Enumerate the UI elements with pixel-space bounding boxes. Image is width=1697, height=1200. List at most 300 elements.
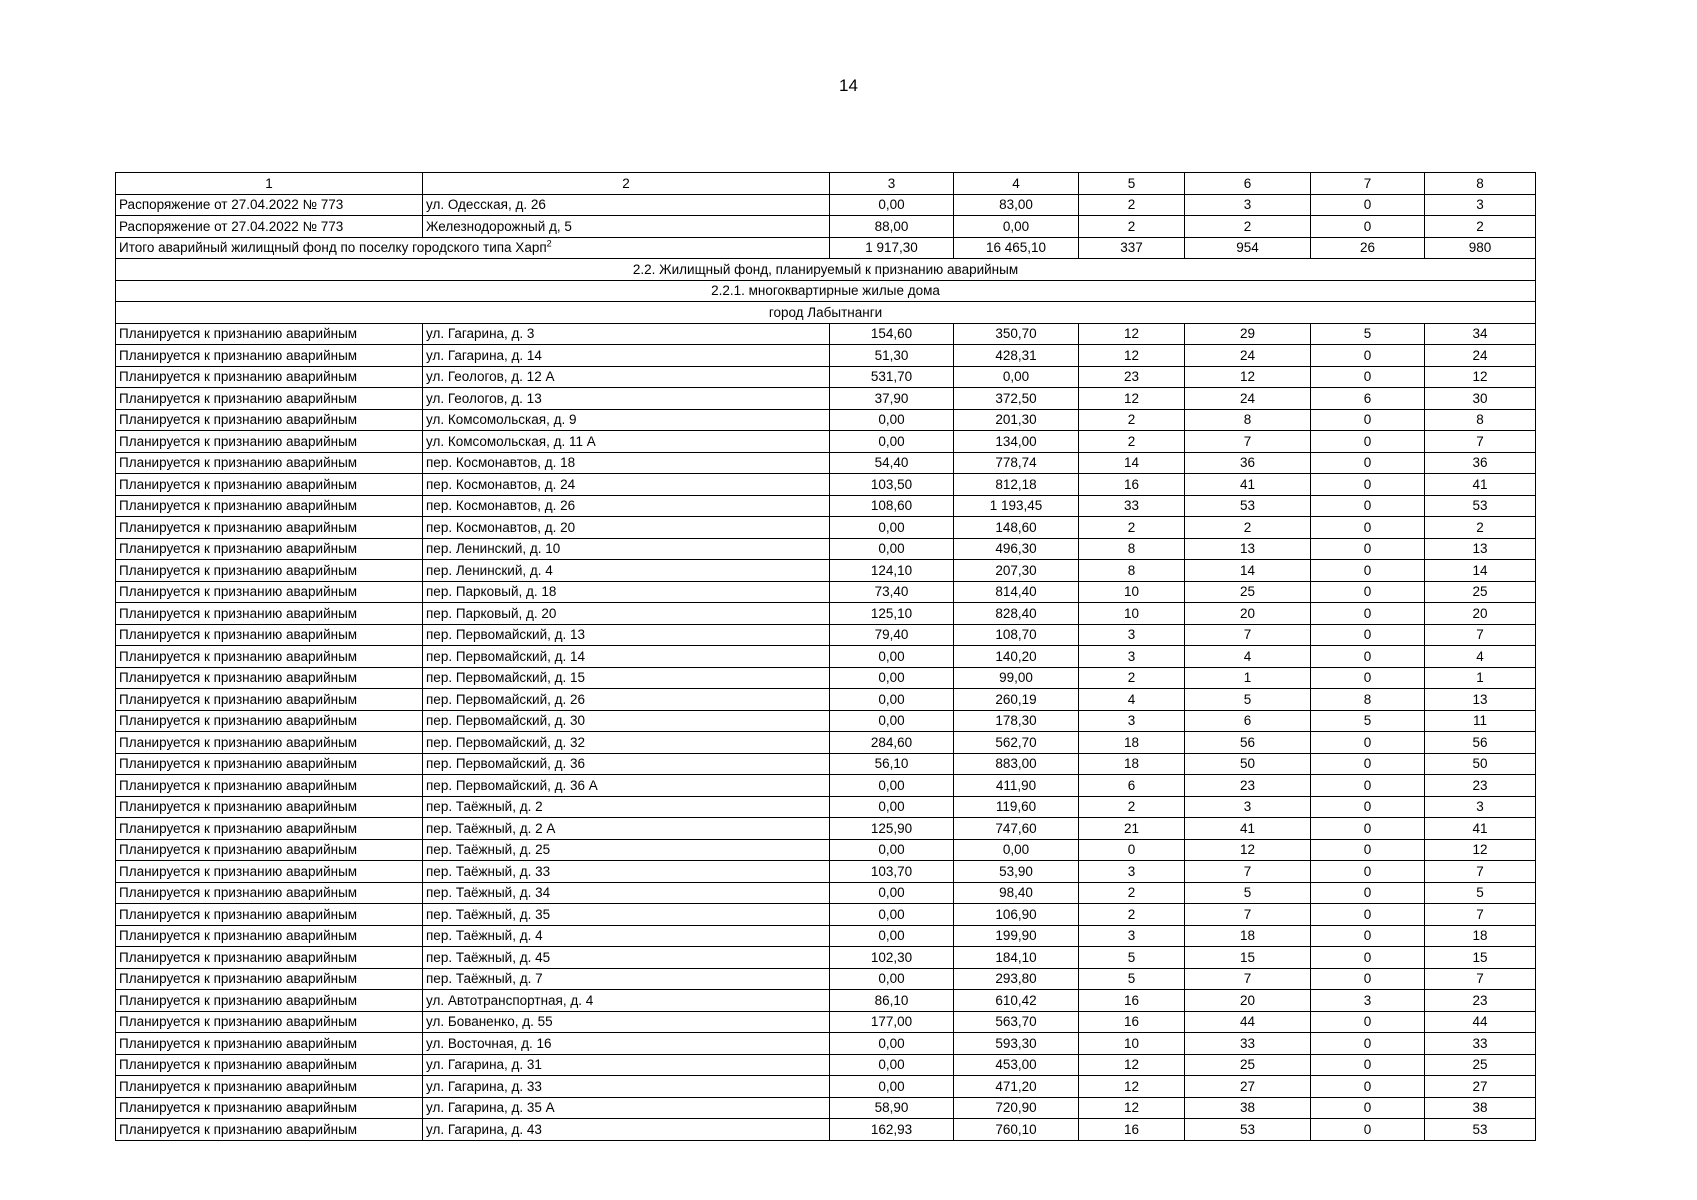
value-col6-cell: 12	[1185, 839, 1311, 861]
value-col4-cell: 610,42	[954, 990, 1079, 1012]
total-value-cell: 954	[1185, 237, 1311, 259]
value-col7-cell: 0	[1311, 925, 1425, 947]
address-cell: ул. Автотранспортная, д. 4	[423, 990, 830, 1012]
document-cell: Планируется к признанию аварийным	[116, 431, 423, 453]
value-col8-cell: 23	[1425, 775, 1536, 797]
table-row	[116, 560, 1536, 582]
address-cell: пер. Парковый, д. 20	[423, 603, 830, 625]
value-col8-cell: 11	[1425, 710, 1536, 732]
value-col3-cell: 0,00	[830, 1033, 954, 1055]
value-col4-cell: 53,90	[954, 861, 1079, 883]
address-cell: ул. Гагарина, д. 3	[423, 323, 830, 345]
address-cell: ул. Геологов, д. 12 А	[423, 366, 830, 388]
table-row	[116, 581, 1536, 603]
table-row	[116, 624, 1536, 646]
value-col7-cell: 0	[1311, 775, 1425, 797]
document-cell: Планируется к признанию аварийным	[116, 474, 423, 496]
column-number-header: 4	[954, 173, 1079, 195]
address-cell: пер. Таёжный, д. 45	[423, 947, 830, 969]
value-col8-cell: 12	[1425, 839, 1536, 861]
table-row	[116, 409, 1536, 431]
value-col8-cell: 2	[1425, 216, 1536, 238]
value-col4-cell: 372,50	[954, 388, 1079, 410]
value-col7-cell: 0	[1311, 968, 1425, 990]
value-col3-cell: 0,00	[830, 431, 954, 453]
value-col4-cell: 184,10	[954, 947, 1079, 969]
table-row	[116, 818, 1536, 840]
value-col7-cell: 0	[1311, 882, 1425, 904]
value-col4-cell: 0,00	[954, 366, 1079, 388]
value-col6-cell: 50	[1185, 753, 1311, 775]
value-col8-cell: 13	[1425, 689, 1536, 711]
value-col7-cell: 0	[1311, 1011, 1425, 1033]
value-col4-cell: 720,90	[954, 1097, 1079, 1119]
value-col7-cell: 0	[1311, 345, 1425, 367]
document-cell: Планируется к признанию аварийным	[116, 345, 423, 367]
document-cell: Планируется к признанию аварийным	[116, 753, 423, 775]
table-row	[116, 603, 1536, 625]
address-cell: пер. Ленинский, д. 4	[423, 560, 830, 582]
value-col3-cell: 125,90	[830, 818, 954, 840]
value-col5-cell: 0	[1079, 839, 1185, 861]
value-col3-cell: 125,10	[830, 603, 954, 625]
document-cell: Распоряжение от 27.04.2022 № 773	[116, 194, 423, 216]
table-row	[116, 775, 1536, 797]
value-col8-cell: 23	[1425, 990, 1536, 1012]
value-col5-cell: 2	[1079, 409, 1185, 431]
table-row	[116, 216, 1536, 238]
address-cell: пер. Таёжный, д. 35	[423, 904, 830, 926]
value-col5-cell: 16	[1079, 474, 1185, 496]
address-cell: пер. Космонавтов, д. 24	[423, 474, 830, 496]
value-col3-cell: 154,60	[830, 323, 954, 345]
value-col5-cell: 2	[1079, 904, 1185, 926]
table-row	[116, 474, 1536, 496]
value-col3-cell: 0,00	[830, 904, 954, 926]
value-col8-cell: 36	[1425, 452, 1536, 474]
address-cell: пер. Первомайский, д. 14	[423, 646, 830, 668]
address-cell: пер. Первомайский, д. 32	[423, 732, 830, 754]
value-col5-cell: 5	[1079, 947, 1185, 969]
table-row	[116, 1033, 1536, 1055]
value-col7-cell: 0	[1311, 603, 1425, 625]
value-col8-cell: 20	[1425, 603, 1536, 625]
address-cell: ул. Геологов, д. 13	[423, 388, 830, 410]
value-col5-cell: 18	[1079, 753, 1185, 775]
value-col6-cell: 8	[1185, 409, 1311, 431]
value-col8-cell: 33	[1425, 1033, 1536, 1055]
total-value-cell: 26	[1311, 237, 1425, 259]
table-row	[116, 517, 1536, 539]
value-col5-cell: 3	[1079, 925, 1185, 947]
address-cell: пер. Первомайский, д. 13	[423, 624, 830, 646]
table-row	[116, 732, 1536, 754]
address-cell: пер. Таёжный, д. 34	[423, 882, 830, 904]
value-col8-cell: 3	[1425, 194, 1536, 216]
column-number-header: 3	[830, 173, 954, 195]
document-cell: Планируется к признанию аварийным	[116, 861, 423, 883]
value-col3-cell: 102,30	[830, 947, 954, 969]
value-col6-cell: 7	[1185, 968, 1311, 990]
value-col3-cell: 531,70	[830, 366, 954, 388]
address-cell: пер. Таёжный, д. 33	[423, 861, 830, 883]
value-col5-cell: 8	[1079, 560, 1185, 582]
value-col7-cell: 0	[1311, 1097, 1425, 1119]
value-col6-cell: 24	[1185, 388, 1311, 410]
city-title: город Лабытнанги	[116, 302, 1536, 324]
total-row	[116, 237, 1536, 259]
value-col7-cell: 3	[1311, 990, 1425, 1012]
document-cell: Планируется к признанию аварийным	[116, 517, 423, 539]
value-col5-cell: 2	[1079, 216, 1185, 238]
value-col4-cell: 350,70	[954, 323, 1079, 345]
address-cell: ул. Гагарина, д. 31	[423, 1054, 830, 1076]
address-cell: пер. Космонавтов, д. 20	[423, 517, 830, 539]
value-col4-cell: 178,30	[954, 710, 1079, 732]
address-cell: ул. Гагарина, д. 33	[423, 1076, 830, 1098]
value-col6-cell: 56	[1185, 732, 1311, 754]
value-col6-cell: 38	[1185, 1097, 1311, 1119]
value-col5-cell: 10	[1079, 581, 1185, 603]
total-label-cell	[116, 237, 830, 259]
value-col5-cell: 10	[1079, 1033, 1185, 1055]
value-col3-cell: 88,00	[830, 216, 954, 238]
value-col7-cell: 0	[1311, 216, 1425, 238]
value-col3-cell: 37,90	[830, 388, 954, 410]
value-col5-cell: 2	[1079, 796, 1185, 818]
table-row	[116, 882, 1536, 904]
document-cell: Планируется к признанию аварийным	[116, 796, 423, 818]
value-col6-cell: 7	[1185, 861, 1311, 883]
value-col3-cell: 0,00	[830, 775, 954, 797]
address-cell: пер. Таёжный, д. 25	[423, 839, 830, 861]
value-col8-cell: 18	[1425, 925, 1536, 947]
value-col4-cell: 453,00	[954, 1054, 1079, 1076]
table-row	[116, 796, 1536, 818]
value-col7-cell: 0	[1311, 624, 1425, 646]
address-cell: ул. Гагарина, д. 14	[423, 345, 830, 367]
address-cell: пер. Первомайский, д. 15	[423, 667, 830, 689]
address-cell: пер. Первомайский, д. 36	[423, 753, 830, 775]
value-col5-cell: 3	[1079, 646, 1185, 668]
table-row	[116, 947, 1536, 969]
table-row	[116, 495, 1536, 517]
table-row	[116, 925, 1536, 947]
value-col6-cell: 4	[1185, 646, 1311, 668]
value-col5-cell: 14	[1079, 452, 1185, 474]
document-cell: Планируется к признанию аварийным	[116, 1076, 423, 1098]
value-col4-cell: 812,18	[954, 474, 1079, 496]
value-col4-cell: 293,80	[954, 968, 1079, 990]
table-row	[116, 452, 1536, 474]
value-col3-cell: 79,40	[830, 624, 954, 646]
total-value-cell: 1 917,30	[830, 237, 954, 259]
value-col3-cell: 73,40	[830, 581, 954, 603]
document-cell: Планируется к признанию аварийным	[116, 689, 423, 711]
value-col3-cell: 0,00	[830, 796, 954, 818]
value-col5-cell: 12	[1079, 323, 1185, 345]
value-col3-cell: 0,00	[830, 689, 954, 711]
value-col3-cell: 54,40	[830, 452, 954, 474]
value-col6-cell: 3	[1185, 194, 1311, 216]
value-col3-cell: 162,93	[830, 1119, 954, 1141]
value-col4-cell: 428,31	[954, 345, 1079, 367]
value-col3-cell: 56,10	[830, 753, 954, 775]
value-col4-cell: 760,10	[954, 1119, 1079, 1141]
value-col7-cell: 0	[1311, 366, 1425, 388]
value-col8-cell: 44	[1425, 1011, 1536, 1033]
document-cell: Планируется к признанию аварийным	[116, 323, 423, 345]
value-col6-cell: 2	[1185, 517, 1311, 539]
value-col3-cell: 124,10	[830, 560, 954, 582]
value-col6-cell: 23	[1185, 775, 1311, 797]
value-col7-cell: 0	[1311, 581, 1425, 603]
document-cell: Планируется к признанию аварийным	[116, 925, 423, 947]
city-title-row	[116, 302, 1536, 324]
value-col8-cell: 25	[1425, 1054, 1536, 1076]
value-col3-cell: 0,00	[830, 517, 954, 539]
value-col7-cell: 0	[1311, 904, 1425, 926]
value-col4-cell: 99,00	[954, 667, 1079, 689]
document-cell: Планируется к признанию аварийным	[116, 538, 423, 560]
value-col6-cell: 6	[1185, 710, 1311, 732]
address-cell: ул. Гагарина, д. 43	[423, 1119, 830, 1141]
value-col4-cell: 260,19	[954, 689, 1079, 711]
value-col5-cell: 2	[1079, 667, 1185, 689]
value-col6-cell: 29	[1185, 323, 1311, 345]
value-col6-cell: 5	[1185, 689, 1311, 711]
value-col7-cell: 0	[1311, 474, 1425, 496]
value-col6-cell: 33	[1185, 1033, 1311, 1055]
value-col4-cell: 119,60	[954, 796, 1079, 818]
value-col7-cell: 0	[1311, 409, 1425, 431]
value-col8-cell: 27	[1425, 1076, 1536, 1098]
document-cell: Планируется к признанию аварийным	[116, 1011, 423, 1033]
value-col3-cell: 0,00	[830, 1054, 954, 1076]
value-col6-cell: 7	[1185, 431, 1311, 453]
value-col6-cell: 13	[1185, 538, 1311, 560]
value-col3-cell: 177,00	[830, 1011, 954, 1033]
value-col5-cell: 16	[1079, 1011, 1185, 1033]
value-col7-cell: 0	[1311, 194, 1425, 216]
value-col6-cell: 53	[1185, 495, 1311, 517]
address-cell: ул. Восточная, д. 16	[423, 1033, 830, 1055]
section-title-row	[116, 259, 1536, 281]
document-cell: Планируется к признанию аварийным	[116, 603, 423, 625]
value-col5-cell: 2	[1079, 431, 1185, 453]
column-number-header: 8	[1425, 173, 1536, 195]
value-col6-cell: 36	[1185, 452, 1311, 474]
value-col3-cell: 103,70	[830, 861, 954, 883]
value-col8-cell: 38	[1425, 1097, 1536, 1119]
value-col3-cell: 0,00	[830, 1076, 954, 1098]
value-col4-cell: 747,60	[954, 818, 1079, 840]
value-col4-cell: 148,60	[954, 517, 1079, 539]
table-row	[116, 839, 1536, 861]
value-col7-cell: 0	[1311, 818, 1425, 840]
value-col7-cell: 0	[1311, 839, 1425, 861]
value-col6-cell: 41	[1185, 818, 1311, 840]
document-cell: Планируется к признанию аварийным	[116, 1119, 423, 1141]
value-col6-cell: 44	[1185, 1011, 1311, 1033]
value-col6-cell: 20	[1185, 990, 1311, 1012]
address-cell: пер. Первомайский, д. 30	[423, 710, 830, 732]
address-cell: пер. Парковый, д. 18	[423, 581, 830, 603]
document-cell: Планируется к признанию аварийным	[116, 990, 423, 1012]
value-col5-cell: 2	[1079, 882, 1185, 904]
value-col3-cell: 0,00	[830, 667, 954, 689]
value-col8-cell: 13	[1425, 538, 1536, 560]
value-col4-cell: 201,30	[954, 409, 1079, 431]
value-col6-cell: 14	[1185, 560, 1311, 582]
address-cell: пер. Первомайский, д. 36 А	[423, 775, 830, 797]
document-cell: Планируется к признанию аварийным	[116, 1097, 423, 1119]
address-cell: пер. Космонавтов, д. 26	[423, 495, 830, 517]
value-col8-cell: 12	[1425, 366, 1536, 388]
value-col8-cell: 5	[1425, 882, 1536, 904]
value-col6-cell: 25	[1185, 1054, 1311, 1076]
value-col8-cell: 4	[1425, 646, 1536, 668]
value-col4-cell: 563,70	[954, 1011, 1079, 1033]
total-label: Итого аварийный жилищный фонд по поселку городского типа Харп	[119, 240, 547, 256]
value-col4-cell: 98,40	[954, 882, 1079, 904]
total-value-cell: 16 465,10	[954, 237, 1079, 259]
value-col5-cell: 16	[1079, 1119, 1185, 1141]
value-col6-cell: 15	[1185, 947, 1311, 969]
value-col3-cell: 103,50	[830, 474, 954, 496]
value-col4-cell: 814,40	[954, 581, 1079, 603]
value-col5-cell: 8	[1079, 538, 1185, 560]
value-col6-cell: 2	[1185, 216, 1311, 238]
value-col3-cell: 0,00	[830, 538, 954, 560]
document-cell: Планируется к признанию аварийным	[116, 732, 423, 754]
value-col8-cell: 8	[1425, 409, 1536, 431]
value-col7-cell: 0	[1311, 538, 1425, 560]
value-col8-cell: 7	[1425, 861, 1536, 883]
address-cell: пер. Таёжный, д. 4	[423, 925, 830, 947]
value-col4-cell: 471,20	[954, 1076, 1079, 1098]
value-col4-cell: 883,00	[954, 753, 1079, 775]
total-value-cell: 337	[1079, 237, 1185, 259]
value-col5-cell: 6	[1079, 775, 1185, 797]
address-cell: пер. Первомайский, д. 26	[423, 689, 830, 711]
page-number: 14	[839, 76, 858, 95]
document-cell: Планируется к признанию аварийным	[116, 560, 423, 582]
document-cell: Планируется к признанию аварийным	[116, 452, 423, 474]
value-col5-cell: 10	[1079, 603, 1185, 625]
document-cell: Планируется к признанию аварийным	[116, 882, 423, 904]
value-col6-cell: 5	[1185, 882, 1311, 904]
value-col5-cell: 23	[1079, 366, 1185, 388]
value-col6-cell: 20	[1185, 603, 1311, 625]
value-col6-cell: 7	[1185, 624, 1311, 646]
value-col7-cell: 0	[1311, 667, 1425, 689]
total-value-cell: 980	[1425, 237, 1536, 259]
address-cell: пер. Таёжный, д. 7	[423, 968, 830, 990]
column-number-header: 7	[1311, 173, 1425, 195]
value-col4-cell: 0,00	[954, 216, 1079, 238]
value-col5-cell: 16	[1079, 990, 1185, 1012]
value-col6-cell: 25	[1185, 581, 1311, 603]
value-col6-cell: 18	[1185, 925, 1311, 947]
document-cell: Планируется к признанию аварийным	[116, 581, 423, 603]
address-cell: ул. Одесская, д. 26	[423, 194, 830, 216]
table-row	[116, 646, 1536, 668]
value-col8-cell: 41	[1425, 474, 1536, 496]
value-col8-cell: 50	[1425, 753, 1536, 775]
value-col5-cell: 2	[1079, 517, 1185, 539]
value-col8-cell: 3	[1425, 796, 1536, 818]
table-row	[116, 710, 1536, 732]
value-col6-cell: 24	[1185, 345, 1311, 367]
document-cell: Планируется к признанию аварийным	[116, 904, 423, 926]
table-row	[116, 667, 1536, 689]
value-col4-cell: 207,30	[954, 560, 1079, 582]
value-col7-cell: 0	[1311, 1033, 1425, 1055]
value-col7-cell: 0	[1311, 753, 1425, 775]
table-row	[116, 345, 1536, 367]
document-cell: Планируется к признанию аварийным	[116, 818, 423, 840]
value-col7-cell: 0	[1311, 495, 1425, 517]
value-col4-cell: 199,90	[954, 925, 1079, 947]
address-cell: пер. Космонавтов, д. 18	[423, 452, 830, 474]
value-col7-cell: 0	[1311, 947, 1425, 969]
value-col3-cell: 0,00	[830, 882, 954, 904]
table-row	[116, 968, 1536, 990]
value-col4-cell: 140,20	[954, 646, 1079, 668]
column-number-row	[116, 173, 1536, 195]
value-col8-cell: 15	[1425, 947, 1536, 969]
subsection-title-row	[116, 280, 1536, 302]
value-col4-cell: 83,00	[954, 194, 1079, 216]
table-row	[116, 538, 1536, 560]
subsection-title: 2.2.1. многоквартирные жилые дома	[116, 280, 1536, 302]
value-col8-cell: 24	[1425, 345, 1536, 367]
value-col3-cell: 0,00	[830, 646, 954, 668]
column-number-header: 1	[116, 173, 423, 195]
value-col8-cell: 2	[1425, 517, 1536, 539]
section-title: 2.2. Жилищный фонд, планируемый к признанию аварийным	[116, 259, 1536, 281]
value-col8-cell: 14	[1425, 560, 1536, 582]
value-col8-cell: 7	[1425, 431, 1536, 453]
value-col4-cell: 562,70	[954, 732, 1079, 754]
value-col8-cell: 7	[1425, 624, 1536, 646]
table-row	[116, 431, 1536, 453]
value-col7-cell: 5	[1311, 710, 1425, 732]
value-col7-cell: 0	[1311, 560, 1425, 582]
value-col3-cell: 0,00	[830, 710, 954, 732]
value-col7-cell: 0	[1311, 517, 1425, 539]
value-col8-cell: 1	[1425, 667, 1536, 689]
document-cell: Распоряжение от 27.04.2022 № 773	[116, 216, 423, 238]
table-row	[116, 388, 1536, 410]
value-col4-cell: 778,74	[954, 452, 1079, 474]
document-cell: Планируется к признанию аварийным	[116, 947, 423, 969]
address-cell: ул. Комсомольская, д. 9	[423, 409, 830, 431]
housing-table	[115, 172, 1536, 1141]
value-col7-cell: 0	[1311, 796, 1425, 818]
value-col5-cell: 12	[1079, 388, 1185, 410]
document-cell: Планируется к признанию аварийным	[116, 388, 423, 410]
value-col7-cell: 0	[1311, 861, 1425, 883]
document-cell: Планируется к признанию аварийным	[116, 1054, 423, 1076]
value-col3-cell: 0,00	[830, 968, 954, 990]
document-cell: Планируется к признанию аварийным	[116, 366, 423, 388]
value-col8-cell: 30	[1425, 388, 1536, 410]
value-col4-cell: 106,90	[954, 904, 1079, 926]
value-col3-cell: 0,00	[830, 409, 954, 431]
value-col6-cell: 1	[1185, 667, 1311, 689]
